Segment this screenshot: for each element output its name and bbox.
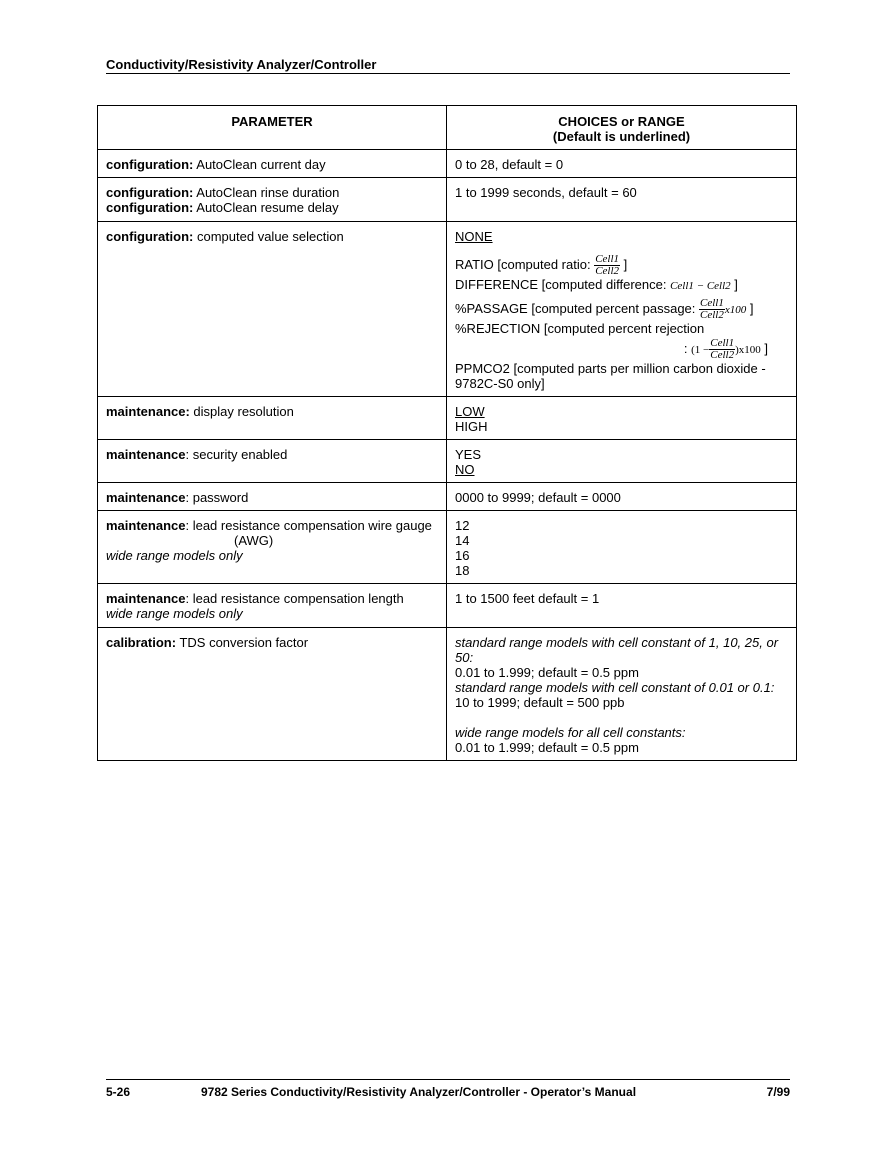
param-cell: maintenance: lead resistance compensation length wide range models only (98, 584, 447, 628)
difference-option: DIFFERENCE [computed difference: Cell1 − Cell2 ] (455, 277, 738, 292)
choice-cell: LOW HIGH (447, 397, 797, 440)
table-row (98, 178, 797, 222)
table-row (98, 222, 797, 397)
header-parameter: PARAMETER (98, 106, 447, 150)
table-row (98, 584, 797, 628)
ratio-formula: $\frac{\text{Cell1}}{\text{Cell2}}$ (595, 253, 620, 277)
table-row (98, 628, 797, 761)
header-choices: CHOICES or RANGE (Default is underlined) (447, 106, 797, 150)
choice-cell: standard range models with cell constant of 1, 10, 25, or 50: 0.01 to 1.999; default = 0.5 ppm standard range models with cell constant of 0.01 or 0.1: 10 to 1999; default = 500 ppb wide range models for all cell constants: 0.01 to 1.999; default = 0.5 ppm (447, 628, 797, 761)
table-row (98, 397, 797, 440)
page-header (106, 57, 790, 74)
page-number: 5-26 (106, 1085, 131, 1099)
parameter-table (97, 105, 797, 761)
param-cell: maintenance: lead resistance compensation wire gauge (AWG) wide range models only (98, 511, 447, 584)
table-row (98, 150, 797, 178)
option-none: NONE (455, 229, 493, 244)
rejection-formula: : (1 − $\frac{\text{Cell1}}{\text{Cell2}}$ )x100 ] (683, 337, 768, 361)
param-cell: calibration: TDS conversion factor (98, 628, 447, 761)
table-row (98, 483, 797, 511)
param-cell: maintenance: password (98, 483, 447, 511)
param-cell: maintenance: display resolution (98, 397, 447, 440)
page-footer (106, 1079, 790, 1099)
param-cell: configuration: computed value selection (98, 222, 447, 397)
choice-cell: 0 to 28, default = 0 (447, 150, 797, 178)
table-row (98, 511, 797, 584)
choice-cell: 0000 to 9999; default = 0000 (447, 483, 797, 511)
choice-cell: 12 14 16 18 (447, 511, 797, 584)
manual-title: 9782 Series Conductivity/Resistivity Analyzer/Controller - Operator’s Manual (201, 1085, 637, 1099)
choice-cell: YES NO (447, 440, 797, 483)
param-cell: configuration: AutoClean current day (98, 150, 447, 178)
revision-date: 7/99 (766, 1085, 790, 1099)
choice-cell: NONE RATIO [computed ratio: $\frac{\text{Cell1}}{\text{Cell2}}$ ] DIFFERENCE [computed difference: Cell1 − Cell2 ] %PASSAGE [computed percent passage: $\frac{\text{Cell1}}{\text{Cell2}}$ x100 ] %REJECTION [computed percent rejection : (1 − $\frac{\text{Cell1}}{\text{Cell2}}$ )x100 ] PPMCO2 [computed parts per million carbon dioxide - 9782C-S0 only] (447, 222, 797, 397)
passage-formula: $\frac{\text{Cell1}}{\text{Cell2}}$ (700, 297, 724, 321)
choice-cell: 1 to 1999 seconds, default = 60 (447, 178, 797, 222)
param-cell: configuration: AutoClean rinse duration configuration: AutoClean resume delay (98, 178, 447, 222)
passage-option: %PASSAGE [computed percent passage: $\frac{\text{Cell1}}{\text{Cell2}}$ x100 ] (455, 297, 754, 321)
param-cell: maintenance: security enabled (98, 440, 447, 483)
choice-cell: 1 to 1500 feet default = 1 (447, 584, 797, 628)
header-title: Conductivity/Resistivity Analyzer/Controller (106, 57, 377, 72)
ratio-option: RATIO [computed ratio: $\frac{\text{Cell1}}{\text{Cell2}}$ ] (455, 253, 628, 277)
table-row (98, 440, 797, 483)
rejection-option: %REJECTION [computed percent rejection (455, 321, 705, 336)
table-header-row (98, 106, 797, 150)
